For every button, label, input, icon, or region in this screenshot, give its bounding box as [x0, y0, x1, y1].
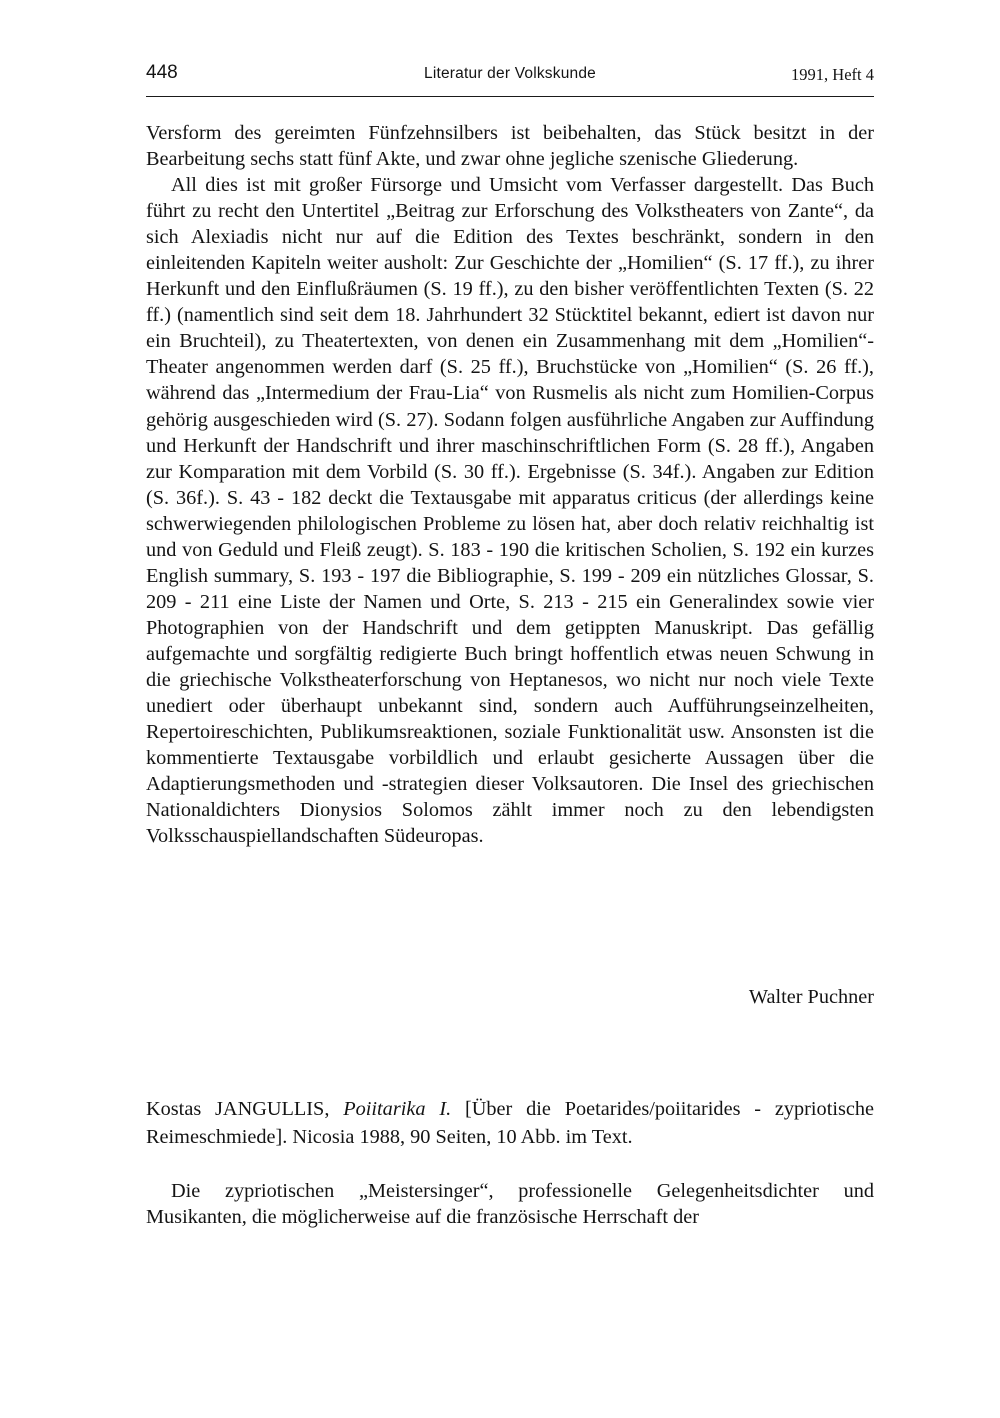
issue-info: 1991, Heft 4 — [791, 65, 874, 84]
citation-details: [Über die Poetarides/poiitarides - zypriotische Reimeschmiede]. Nicosia 1988, 90 Seiten, 10 Abb. im Text. — [146, 1098, 875, 1148]
citation-author: Kostas JANGULLIS, — [146, 1098, 344, 1120]
citation-title: Poiitarika I. — [343, 1098, 452, 1120]
next-review-body — [146, 1178, 874, 1230]
review-paragraph: Versform des gereimten Fünfzehnsilbers ist beibehalten, das Stück besitzt in der Bearbeitung sechs statt fünf Akte, und zwar ohne jegliche szenische Gliederung. — [146, 122, 874, 171]
review-body — [146, 120, 874, 849]
running-title: Literatur der Volkskunde — [424, 65, 596, 82]
reviewer-signature: Walter Puchner — [748, 986, 874, 1008]
review-paragraph: Die zypriotischen „Meistersinger“, professionelle Gelegenheitsdichter und Musikanten, die möglicherweise auf die französische Herrschaft der — [146, 1180, 874, 1229]
page-header — [146, 62, 874, 97]
review-paragraph: All dies ist mit großer Fürsorge und Umsicht vom Verfasser dargestellt. Das Buch führt zu recht den Untertitel „Beitrag zur Erforschung des Volkstheaters von Zante“, da sich Alexiadis nicht nur auf die Edition des Textes beschränkt, sondern in den einleitenden Kapiteln weiter ausholt: Zur Geschichte der „Homilien“ (S. 17 ff.), zu ihrer Herkunft und den Einflußräumen (S. 19 ff.), zu den bisher veröffentlichten Texten (S. 22 ff.) (namentlich sind seit dem 18. Jahrhundert 32 Stücktitel bekannt, ediert ist davon nur ein Bruchteil), zu Theatertexten, von denen ein Zusammenhang mit dem „Homilien“-Theater angenommen werden darf (S. 25 ff.), Bruchstücke von „Homilien“ (S. 26 ff.), während das „Intermedium der Frau-Lia“ von Rusmelis als nicht zum Homilien-Corpus gehörig ausgeschieden wird (S. 27). Sodann folgen ausführliche Angaben zur Auffindung und Herkunft der Handschrift und ihrer maschinschriftlichen Form (S. 28 ff.), Angaben zur Komparation mit dem Vorbild (S. 30 ff.). Ergebnisse (S. 34f.). Angaben zur Edition (S. 36f.). S. 43 - 182 deckt die Textausgabe mit apparatus criticus (der allerdings keine schwerwiegenden philologischen Probleme zu lösen hat, aber doch relativ reichhaltig ist und von Geduld und Fleiß zeugt). S. 183 - 190 die kritischen Scholien, S. 192 ein kurzes English summary, S. 193 - 197 die Bibliographie, S. 199 - 209 ein nützliches Glossar, S. 209 - 211 eine Liste der Namen und Orte, S. 213 - 215 ein Generalindex sowie vier Photographien von der Handschrift und dem getippten Manuskript. Das gefällig aufgemachte und sorgfältig redigierte Buch bringt hoffentlich etwas neuen Schwung in die griechische Volkstheaterforschung von Heptanesos, wo nicht nur noch viele Texte unediert oder überhaupt unbekannt sind, sondern auch Aufführungseinzelheiten, Repertoireschichten, Publikumsreaktionen, soziale Funktionalität usw. Ansonsten ist die kommentierte Textausgabe vorbildlich und erlaubt gesicherte Aussagen über die Adaptierungsmethoden und -strategien dieser Volksautoren. Die Insel des griechischen Nationaldichters Dionysios Solomos zählt immer noch zu den lebendigsten Volksschauspiellandschaften Südeuropas. — [146, 174, 874, 848]
book-citation — [146, 1095, 874, 1151]
page-number: 448 — [146, 62, 178, 83]
